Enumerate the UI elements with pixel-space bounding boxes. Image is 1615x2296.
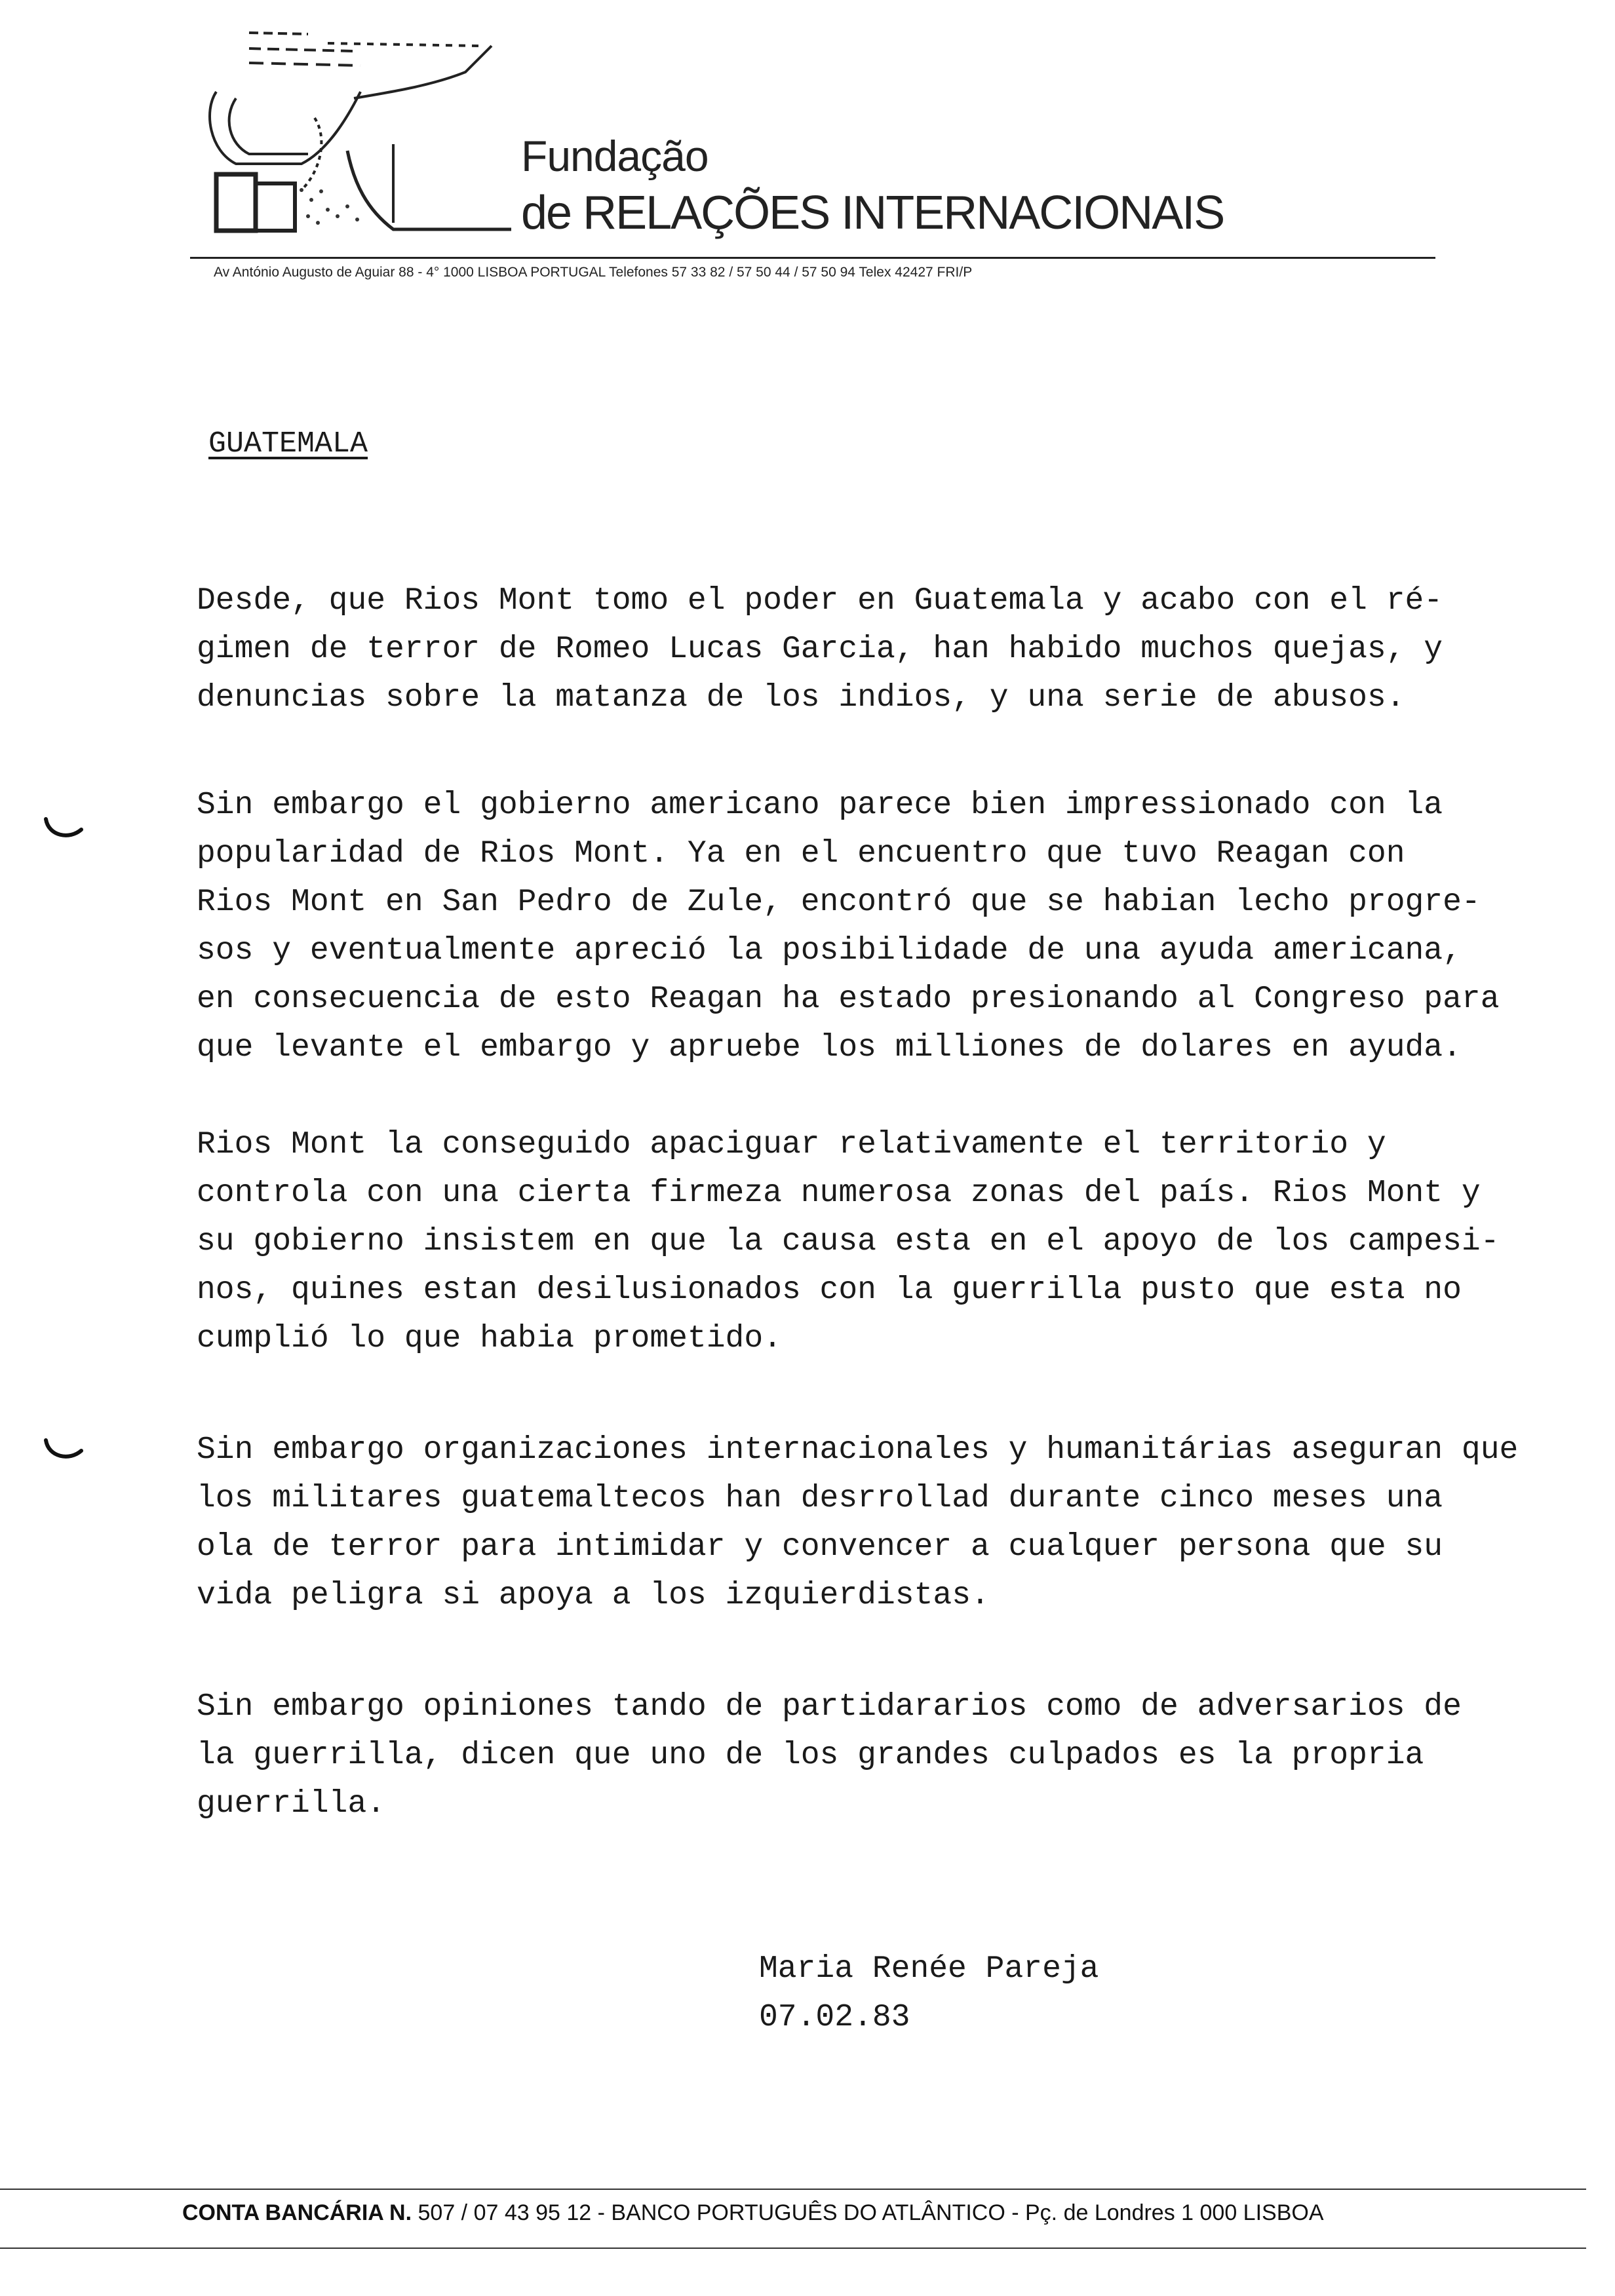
organization-name-line2: de RELAÇÕES INTERNACIONAIS [521, 187, 1224, 239]
punch-hole-mark-icon [43, 816, 84, 840]
body-paragraph-5: Sin embargo opiniones tando de partidararios como de adversarios de la guerrilla, dicen que uno de los grandes culpados es la propria guerrilla. [197, 1689, 1462, 1822]
body-paragraph-2: Sin embargo el gobierno americano parece bien impressionado con la popularidad de Rios Mont. Ya en el encuentro que tuvo Reagan con Rios Mont en San Pedro de Zule, encontró que se habian lecho progre- sos y eventualmente apreció la posibilidade de una ayuda americana, en consecuencia de esto Reagan ha estado presionando al Congreso para que levante el embargo y apruebe los milliones de dolares en ayuda. [197, 788, 1500, 1065]
punch-hole-mark-icon [43, 1438, 84, 1461]
signature-date: 07.02.83 [759, 2000, 910, 2035]
footer-divider-bottom [0, 2248, 1586, 2249]
letterhead-divider [190, 257, 1435, 259]
footer-divider-top [0, 2189, 1586, 2190]
bank-details: 507 / 07 43 95 12 - BANCO PORTUGUÊS DO ATLÂNTICO - Pç. de Londres 1 000 LISBOA [418, 2200, 1324, 2225]
organization-name-line1: Fundação [521, 132, 709, 180]
bank-label: CONTA BANCÁRIA N. [182, 2200, 412, 2225]
body-paragraph-1: Desde, que Rios Mont tomo el poder en Guatemala y acabo con el ré- gimen de terror de Romeo Lucas Garcia, han habido muchos quejas, y denuncias sobre la matanza de los indios, y una serie de abusos. [197, 583, 1443, 716]
document-heading: GUATEMALA [208, 427, 368, 461]
footer-bank-info [182, 2200, 1324, 2226]
body-paragraph-4: Sin embargo organizaciones internacionales y humanitárias aseguran que los militares guatemaltecos han desrrollad durante cinco meses una ola de terror para intimidar y convencer a cualquer persona que su vida peligra si apoya a los izquierdistas. [197, 1432, 1519, 1613]
letterhead-address: Av António Augusto de Aguiar 88 - 4° 1000 LISBOA PORTUGAL Telefones 57 33 82 / 57 50 44 / 57 50 94 Telex 42427 FRI/P [214, 265, 973, 280]
foundation-logo-icon [197, 20, 518, 242]
signature-name: Maria Renée Pareja [759, 1951, 1099, 1987]
body-paragraph-3: Rios Mont la conseguido apaciguar relativamente el territorio y controla con una cierta firmeza numerosa zonas del país. Rios Mont y su gobierno insistem en que la causa esta en el apoyo de los campesi- nos, quines estan desilusionados con la guerrilla pusto que esta no cumplió lo que habia prometido. [197, 1127, 1500, 1356]
